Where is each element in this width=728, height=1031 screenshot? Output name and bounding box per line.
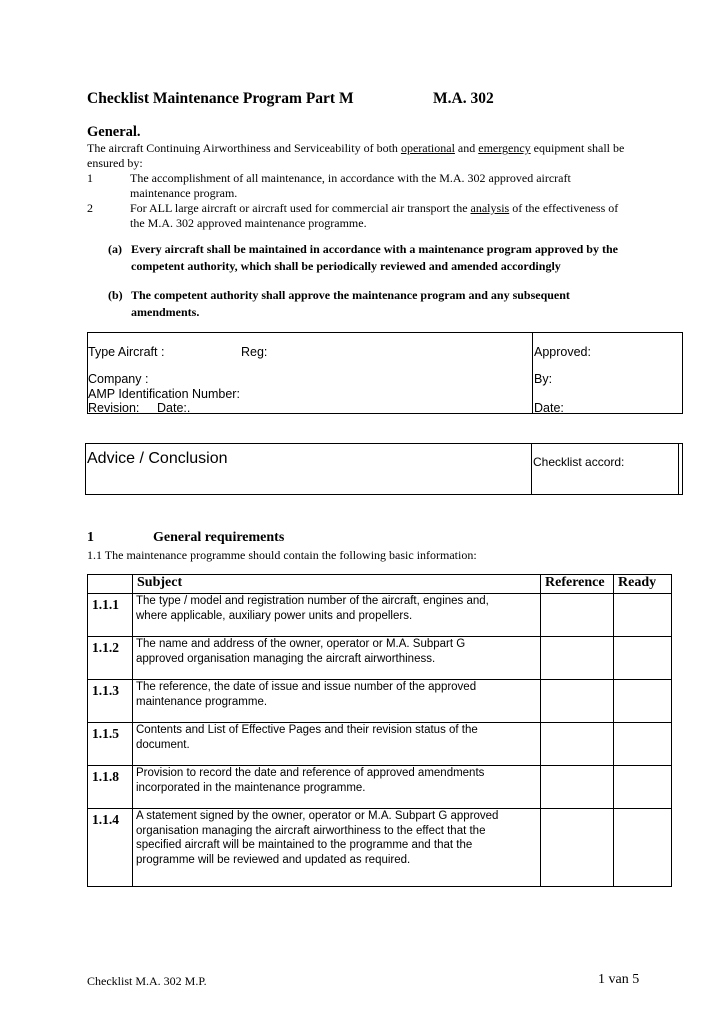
requirement-subject [133, 637, 541, 680]
point-b-text [131, 287, 570, 321]
subject-line: approved organisation managing the aircraft airworthiness. [136, 652, 436, 665]
reg-label: Reg: [241, 345, 268, 359]
table-row [88, 680, 672, 723]
document-title: Checklist Maintenance Program Part M [87, 90, 354, 107]
type-aircraft-label: Type Aircraft : [88, 345, 165, 359]
section-number: 1 [87, 530, 94, 545]
company-label: Company : [88, 372, 149, 386]
header-reference: Reference [541, 575, 614, 594]
header-number-cell [88, 575, 133, 594]
item-text: of the effectiveness of [509, 201, 619, 215]
general-item-1-text [130, 171, 571, 201]
requirement-number: 1.1.3 [88, 680, 133, 723]
table-row [88, 809, 672, 887]
subject-line: incorporated in the maintenance programme. [136, 781, 366, 794]
item-text: The accomplishment of all maintenance, in accordance with the M.A. 302 approved aircraft [130, 171, 571, 185]
general-item-1-number: 1 [87, 171, 93, 185]
ready-cell[interactable] [614, 809, 672, 887]
subject-line: document. [136, 738, 190, 751]
intro-text: and [454, 141, 479, 155]
table-row [88, 637, 672, 680]
reference-cell[interactable] [541, 594, 614, 637]
reference-cell[interactable] [541, 809, 614, 887]
intro-text: equipment shall be [530, 141, 625, 155]
ready-cell[interactable] [614, 766, 672, 809]
subject-line: specified aircraft will be maintained to the programme and that the [136, 839, 473, 851]
section-intro: 1.1 The maintenance programme should contain the following basic information: [87, 548, 477, 562]
header-ready: Ready [614, 575, 672, 594]
subject-line: The name and address of the owner, operator or M.A. Subpart G [136, 638, 466, 650]
subject-line: Contents and List of Effective Pages and their revision status of the [136, 724, 478, 736]
requirement-subject [133, 809, 541, 887]
advice-conclusion-box [85, 443, 683, 495]
requirement-subject [133, 723, 541, 766]
requirements-table [87, 574, 672, 887]
point-text: The competent authority shall approve the maintenance program and any subsequent [131, 288, 570, 302]
point-a-label: (a) [108, 242, 122, 256]
table-header-row [88, 575, 672, 594]
reference-cell[interactable] [541, 723, 614, 766]
reference-cell[interactable] [541, 766, 614, 809]
intro-text: The aircraft Continuing Airworthiness and Serviceability of both [87, 141, 401, 155]
footer-page-number: 1 van 5 [598, 972, 640, 987]
ready-cell[interactable] [614, 594, 672, 637]
subject-line: maintenance programme. [136, 695, 268, 708]
table-row [88, 594, 672, 637]
requirement-number: 1.1.1 [88, 594, 133, 637]
requirement-subject [133, 766, 541, 809]
general-item-2-number: 2 [87, 201, 93, 215]
advice-box-edge [678, 444, 679, 494]
header-subject: Subject [133, 575, 541, 594]
requirement-number: 1.1.4 [88, 809, 133, 887]
table-row [88, 766, 672, 809]
approved-label: Approved: [534, 345, 591, 359]
ready-cell[interactable] [614, 637, 672, 680]
point-a-text [131, 241, 618, 275]
checklist-accord-label: Checklist accord: [533, 455, 625, 469]
subject-line: organisation managing the aircraft airworthiness to the effect that the [136, 824, 486, 837]
intro-text: ensured by: [87, 156, 143, 170]
requirement-number: 1.1.8 [88, 766, 133, 809]
item-text: the M.A. 302 approved maintenance programme. [130, 216, 367, 230]
reference-cell[interactable] [541, 680, 614, 723]
subject-line: programme will be reviewed and updated as required. [136, 853, 411, 866]
subject-line: where applicable, auxiliary power units and propellers. [136, 609, 413, 622]
ready-cell[interactable] [614, 723, 672, 766]
reference-cell[interactable] [541, 637, 614, 680]
general-heading: General. [87, 124, 141, 140]
intro-underlined-emergency: emergency [478, 141, 531, 155]
subject-line: The type / model and registration number of the aircraft, engines and, [136, 595, 489, 607]
point-text: competent authority, which shall be periodically reviewed and amended accordingly [131, 259, 561, 273]
general-intro [87, 141, 657, 171]
item-text: For ALL large aircraft or aircraft used for commercial air transport the [130, 201, 471, 215]
footer-document-name: Checklist M.A. 302 M.P. [87, 974, 207, 988]
requirement-number: 1.1.2 [88, 637, 133, 680]
advice-conclusion-title: Advice / Conclusion [87, 450, 228, 467]
item-underlined-analysis: analysis [470, 201, 510, 215]
by-label: By: [534, 372, 553, 386]
subject-line: The reference, the date of issue and issue number of the approved [136, 681, 477, 693]
subject-line: A statement signed by the owner, operator or M.A. Subpart G approved [136, 810, 499, 822]
advice-box-divider [531, 444, 532, 494]
requirement-number: 1.1.5 [88, 723, 133, 766]
point-text: Every aircraft shall be maintained in accordance with a maintenance program approved by the [131, 242, 618, 256]
requirement-subject [133, 594, 541, 637]
aircraft-info-box [87, 332, 683, 414]
subject-line: Provision to record the date and reference of approved amendments [136, 767, 485, 779]
document-reference: M.A. 302 [433, 90, 494, 107]
point-b-label: (b) [108, 288, 123, 302]
item-text: maintenance program. [130, 186, 238, 200]
info-box-divider [532, 333, 533, 413]
general-item-2-text [130, 201, 618, 231]
revision-date-label: Date:. [157, 401, 191, 415]
point-text: amendments. [131, 305, 200, 319]
intro-underlined-operational: operational [400, 141, 455, 155]
ready-cell[interactable] [614, 680, 672, 723]
section-heading: General requirements [153, 530, 285, 545]
amp-id-label: AMP Identification Number: [88, 387, 240, 401]
approval-date-label: Date: [534, 401, 564, 415]
requirement-subject [133, 680, 541, 723]
revision-label: Revision: [88, 401, 140, 415]
table-row [88, 723, 672, 766]
